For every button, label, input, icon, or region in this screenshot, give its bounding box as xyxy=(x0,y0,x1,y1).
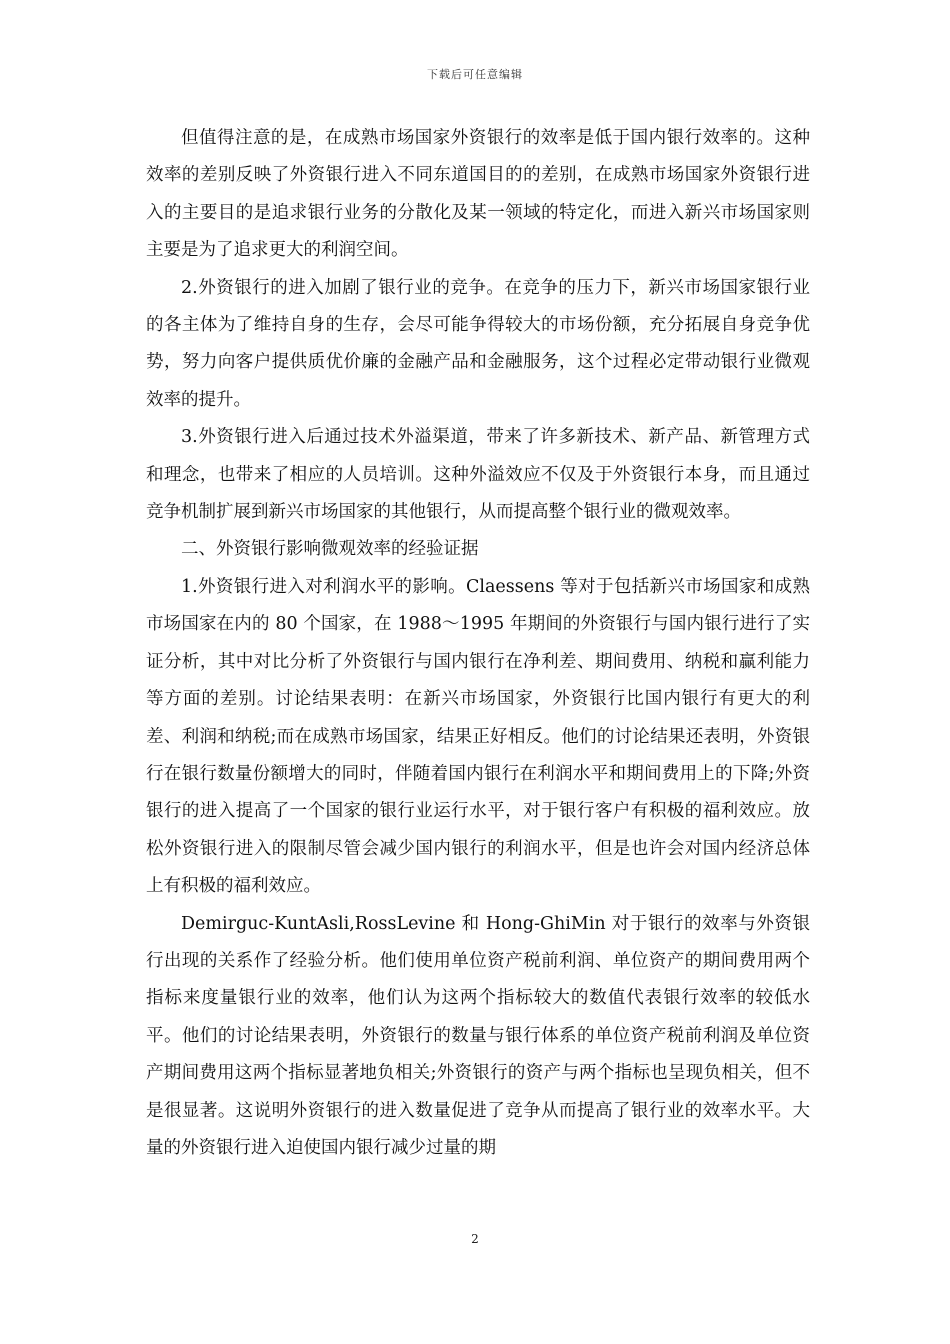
section-heading: 二、外资银行影响微观效率的经验证据 xyxy=(181,539,479,560)
paragraph-competition: 2.外资银行的进入加剧了银行业的竞争。在竞争的压力下，新兴市场国家银行业的各主体为了维持自身的生存，会尽可能争得较大的市场份额，充分拓展自身竞争优势，努力向客户提供质优价廉的金融产品和金融服务，这个过程必定带动银行业微观效率的提升。 xyxy=(146,277,810,410)
paragraph-empirical-analysis: Demirguc-KuntAsli,RossLevine 和 Hong-GhiMin 对于银行的效率与外资银行出现的关系作了经验分析。他们使用单位资产税前利润、单位资产的期间费用两个指标来度量银行业的效率，他们认为这两个指标较大的数值代表银行效率的较低水平。他们的讨论结果表明，外资银行的数量与银行体系的单位资产税前利润及单位资产期间费用这两个指标显著地负相关;外资银行的资产与两个指标也呈现负相关，但不是很显著。这说明外资银行的进入数量促进了竞争从而提高了银行业的效率水平。大量的外资银行进入迫使国内银行减少过量的期 xyxy=(146,913,810,1158)
page-header: 下载后可任意编辑 xyxy=(427,68,523,81)
document-body xyxy=(146,120,810,1167)
page-number: 2 xyxy=(471,1232,479,1246)
paragraph-profit-impact: 1.外资银行进入对利润水平的影响。Claessens 等对于包括新兴市场国家和成熟市场国家在内的 80 个国家，在 1988～1995 年期间的外资银行与国内银行进行了实证分析，其中对比分析了外资银行与国内银行在净利差、期间费用、纳税和赢利能力等方面的差别。讨论结果表明：在新兴市场国家，外资银行比国内银行有更大的利差、利润和纳税;而在成熟市场国家，结果正好相反。他们的讨论结果还表明，外资银行在银行数量份额增大的同时，伴随着国内银行在利润水平和期间费用上的下降;外资银行的进入提高了一个国家的银行业运行水平，对于银行客户有积极的福利效应。放松外资银行进入的限制尽管会减少国内银行的利润水平，但是也许会对国内经济总体上有积极的福利效应。 xyxy=(146,576,810,897)
paragraph-efficiency-difference: 但值得注意的是，在成熟市场国家外资银行的效率是低于国内银行效率的。这种效率的差别反映了外资银行进入不同东道国目的的差别，在成熟市场国家外资银行进入的主要目的是追求银行业务的分散化及某一领域的特定化，而进入新兴市场国家则主要是为了追求更大的利润空间。 xyxy=(146,128,810,261)
paragraph-technology-spillover: 3.外资银行进入后通过技术外溢渠道，带来了许多新技术、新产品、新管理方式和理念，也带来了相应的人员培训。这种外溢效应不仅及于外资银行本身，而且通过竞争机制扩展到新兴市场国家的其他银行，从而提高整个银行业的微观效率。 xyxy=(146,427,810,523)
